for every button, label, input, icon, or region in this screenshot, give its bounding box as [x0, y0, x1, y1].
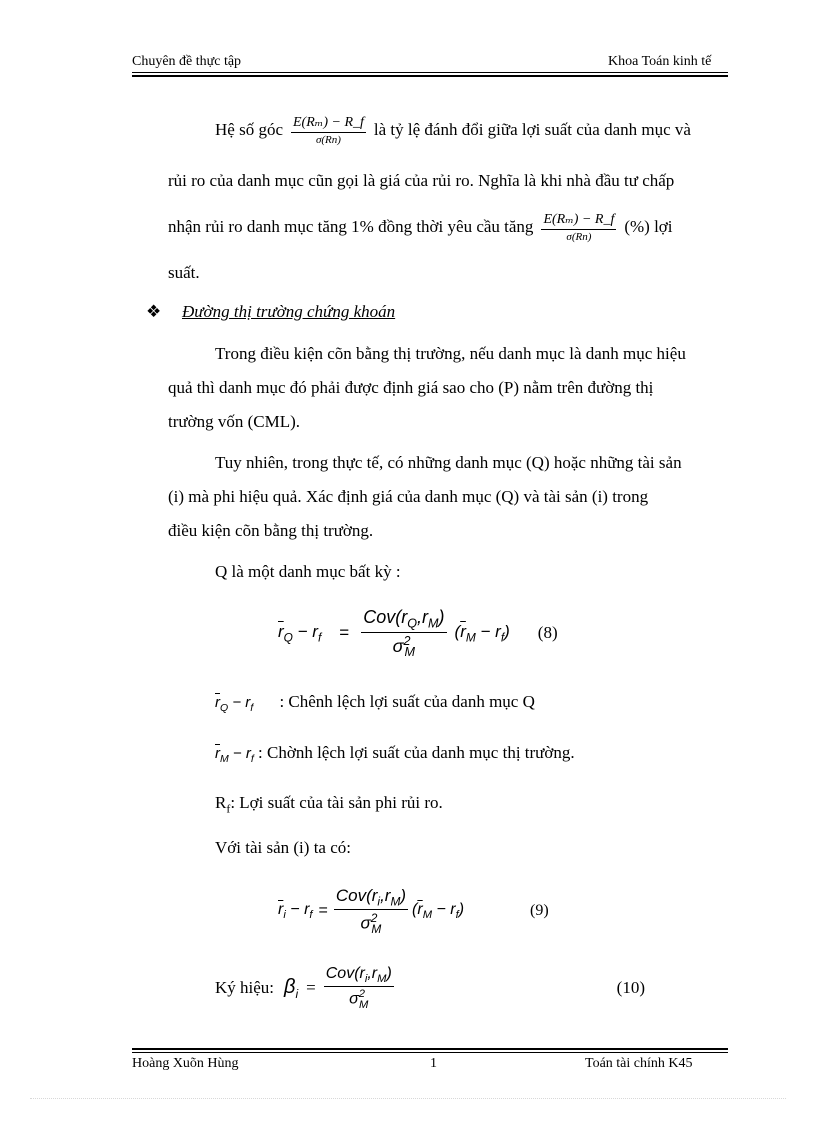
equation-10: Ký hiệu: $\beta_i$ = $\frac{Cov(r_i,r_M)}{\sigma^2_M}$ (10) [215, 965, 645, 1011]
page-edge [30, 1098, 786, 1099]
def-q: $\overline{r}_Q - r_f$ : Chênh lệch lợi suất của danh mục Q [215, 692, 535, 714]
def-q-text: : Chênh lệch lợi suất của danh mục Q [279, 692, 535, 711]
slope-frac-den: σ(Rn) [291, 132, 366, 146]
para1-line2: quả thì danh mục đó phải được định giá sao cho (P) nằm trên đường thị [168, 378, 654, 397]
section-title: Đường thị trường chứng khoán [182, 302, 396, 321]
slope-line-2: rủi ro của danh mục cũn gọi là giá của rủi ro. Nghĩa là khi nhà đầu tư chấp [168, 171, 675, 190]
def-rf-text: : Lợi suất của tài sản phi rủi ro. [230, 793, 443, 812]
q-intro: Q là một danh mục bất kỳ : [215, 562, 401, 581]
asset-intro: Với tài sản (i) ta có: [215, 838, 351, 857]
slope-line-4: suất. [168, 263, 200, 282]
def-m-text: : Chờnh lệch lợi suất của danh mục thị trường. [258, 743, 575, 762]
slope-suffix: là tỷ lệ đánh đổi giữa lợi suất của danh mục và [373, 120, 691, 139]
eq8-number: (8) [537, 623, 558, 642]
slope-prefix: Hệ số góc [215, 120, 283, 139]
slope-fraction-2 [541, 211, 616, 243]
slope-line-3-suffix: (%) lợi [624, 217, 673, 236]
eq10-number: (10) [616, 978, 645, 997]
slope-line-3-prefix: nhận rủi ro danh mục tăng 1% đồng thời yêu cầu tăng [168, 217, 534, 236]
slope-line-1 [215, 110, 691, 150]
para2-line2: (i) mà phi hiệu quả. Xác định giá của danh mục (Q) và tài sản (i) trong [168, 487, 649, 506]
equation-8: $\overline{r}_Q - r_f$ = $\frac{Cov(r_Q,r_M)}{\sigma^2_M}$ $(\overline{r}_M - r_f)$ (8) [278, 606, 558, 660]
def-rf: $R_f$: Lợi suất của tài sản phi rủi ro. [215, 793, 443, 816]
bullet-icon: ❖ [146, 302, 162, 321]
slope-frac2-den: σ(Rn) [541, 229, 616, 243]
slope-fraction [291, 114, 366, 146]
header-right: Khoa Toán kinh tế [608, 54, 712, 69]
para2-line1: Tuy nhiên, trong thực tế, có những danh mục (Q) hoặc những tài sản [215, 453, 682, 472]
para1-line1: Trong điều kiện cõn bằng thị trường, nếu danh mục là danh mục hiệu [215, 344, 686, 363]
page-number: 1 [430, 1056, 437, 1071]
header-left: Chuyên đề thực tập [132, 54, 242, 69]
header-rule [132, 72, 728, 77]
footer-right: Toán tài chính K45 [585, 1056, 693, 1071]
equation-9: $\overline{r}_i - r_f$ = $\frac{Cov(r_i,r_M)}{\sigma^2_M}$ $(\overline{r}_M - r_f)$ (9) [278, 885, 549, 937]
slope-frac2-num: E(Rₘ) − R_f [543, 212, 615, 227]
footer-rule [132, 1048, 728, 1053]
slope-frac-num: E(Rₘ) − R_f [292, 115, 364, 130]
eq10-prefix: Ký hiệu: [215, 978, 275, 997]
def-m: $\overline{r}_M - r_f$ : Chờnh lệch lợi suất của danh mục thị trường. [215, 743, 575, 765]
para1-line3: trường vốn (CML). [168, 412, 300, 431]
slope-line-3 [168, 207, 673, 247]
para2-line3: điều kiện cõn bằng thị trường. [168, 521, 374, 540]
footer-left: Hoàng Xuõn Hùng [132, 1056, 239, 1071]
eq9-number: (9) [530, 902, 549, 919]
